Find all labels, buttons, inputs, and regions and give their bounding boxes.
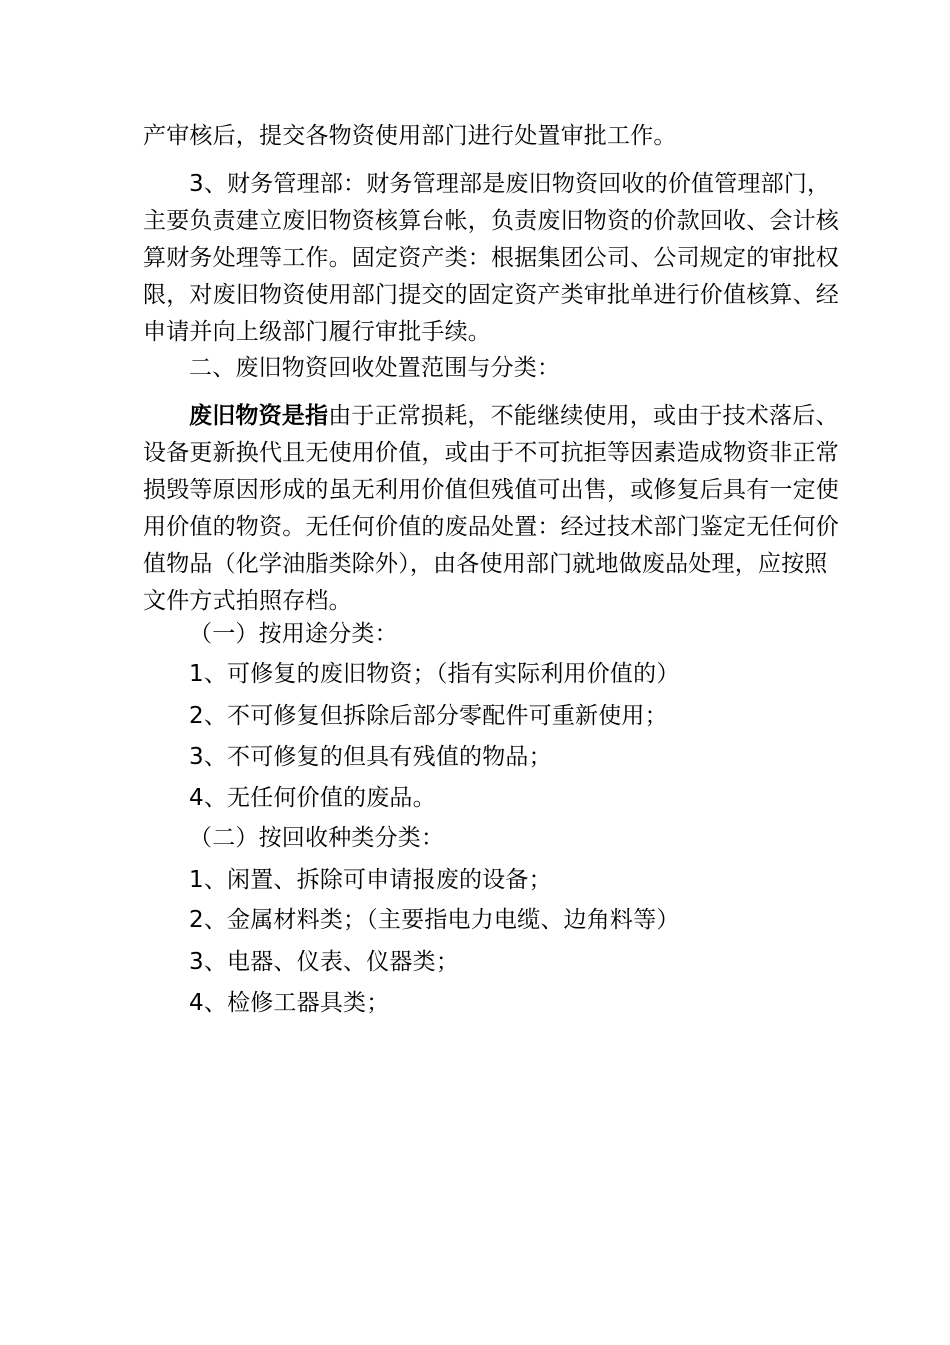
text-line: 用价值的物资。无任何价值的废品处置：经过技术部门鉴定无任何价 <box>143 514 839 540</box>
list-item: 4、检修工器具类； <box>189 990 390 1016</box>
text-line: 值物品（化学油脂类除外），由各使用部门就地做废品处理，应按照 <box>143 551 828 577</box>
text-line: 产审核后，提交各物资使用部门进行处置审批工作。 <box>143 123 677 149</box>
list-item: 1、闲置、拆除可申请报废的设备； <box>189 867 552 893</box>
text-line: 主要负责建立废旧物资核算台帐，负责废旧物资的价款回收、会计核 <box>143 208 839 234</box>
paragraph-definition <box>143 398 839 620</box>
text-line <box>143 398 839 435</box>
section-heading-text: 二、废旧物资回收处置范围与分类： <box>189 355 561 381</box>
text-line: 限，对废旧物资使用部门提交的固定资产类审批单进行价值核算、经 <box>143 282 839 308</box>
list-item: 2、金属材料类；（主要指电力电缆、边角料等） <box>189 907 680 933</box>
text-line: 3、财务管理部：财务管理部是废旧物资回收的价值管理部门， <box>189 171 831 197</box>
list-item: 1、可修复的废旧物资；（指有实际利用价值的） <box>189 661 680 687</box>
subsection-heading-by-type: （二）按回收种类分类： <box>189 825 445 851</box>
section-heading <box>143 350 809 387</box>
definition-first-line-rest: 由于正常损耗，不能继续使用，或由于技术落后、 <box>328 403 839 429</box>
paragraph-finance-department <box>143 166 839 351</box>
list-item: 2、不可修复但拆除后部分零配件可重新使用； <box>189 703 668 729</box>
text-line: 文件方式拍照存档。 <box>143 588 352 614</box>
paragraph-continuation <box>143 118 809 155</box>
text-line: 损毁等原因形成的虽无利用价值但残值可出售，或修复后具有一定使 <box>143 477 839 503</box>
list-item: 4、无任何价值的废品。 <box>189 785 436 811</box>
text-line: 申请并向上级部门履行审批手续。 <box>143 319 491 345</box>
text-line: 算财务处理等工作。固定资产类：根据集团公司、公司规定的审批权 <box>143 245 839 271</box>
list-item: 3、不可修复的但具有残值的物品； <box>189 744 552 770</box>
definition-bold-lead: 废旧物资是指 <box>189 403 329 429</box>
list-item: 3、电器、仪表、仪器类； <box>189 949 460 975</box>
subsection-heading-by-use: （一）按用途分类： <box>189 621 398 647</box>
text-line: 设备更新换代且无使用价值，或由于不可抗拒等因素造成物资非正常 <box>143 440 839 466</box>
